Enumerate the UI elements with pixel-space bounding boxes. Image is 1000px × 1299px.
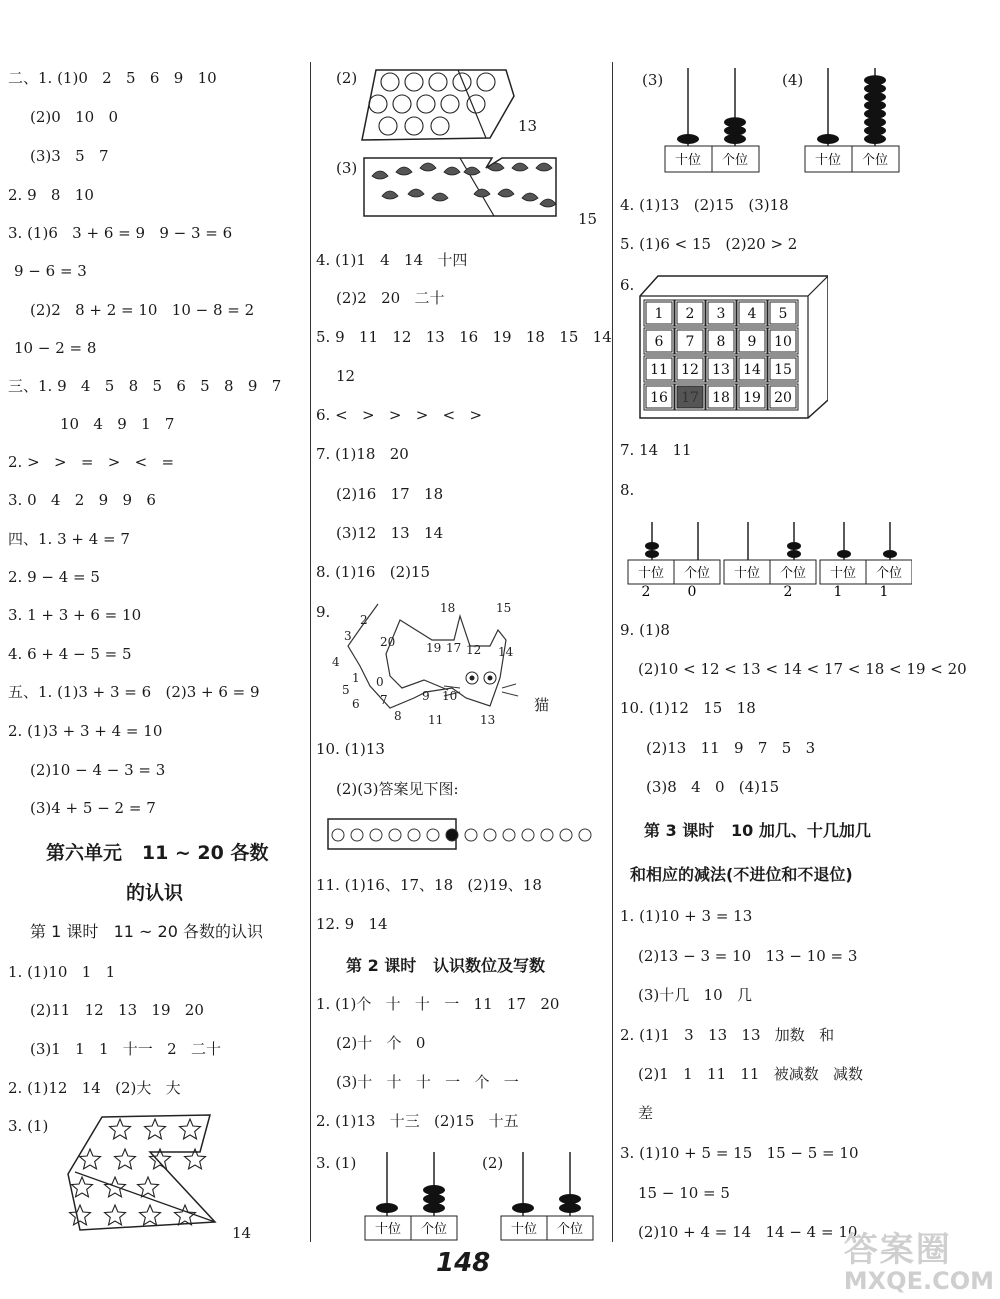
answer-line: 2. (1)3 + 3 + 4 = 10: [8, 722, 163, 740]
ones-label: 个位: [779, 566, 807, 581]
tens-label: 十位: [674, 153, 702, 168]
answer-line: 2. (1)12 14 (2)大 大: [8, 1079, 181, 1097]
grid-number: 8: [716, 334, 726, 350]
answer-line: (3)十几 10 几: [638, 986, 752, 1004]
apple-icon: [441, 95, 459, 113]
answer-line: 四、1. 3 + 4 = 7: [8, 530, 130, 548]
answer-line: 10. (1)13: [316, 740, 385, 758]
abacus-digit: 1: [879, 584, 889, 598]
answer-line: 11. (1)16、17、18 (2)19、18: [316, 876, 542, 894]
answer-line: (3)12 13 14: [336, 524, 444, 542]
bead-icon: [837, 550, 851, 558]
apple-figure: [358, 66, 518, 144]
tens-label: 十位: [510, 1222, 538, 1237]
bird-icon: [488, 163, 504, 171]
bird-count: 15: [578, 210, 598, 228]
chick-icon: [389, 829, 401, 841]
bead-icon: [724, 117, 746, 127]
bird-icon: [498, 189, 514, 197]
answer-line: 2. 9 8 10: [8, 186, 94, 204]
dot-number-label: 3: [344, 629, 352, 643]
chick-icon: [332, 829, 344, 841]
apple-icon: [381, 73, 399, 91]
answer-line: 6.: [620, 276, 635, 294]
dot-number-label: 13: [480, 713, 496, 726]
chick-icon: [408, 829, 420, 841]
bead-icon: [645, 542, 659, 550]
ones-label: 个位: [683, 566, 711, 581]
number-grid-cabinet: [638, 272, 828, 422]
chick-icon: [446, 829, 458, 841]
answer-line: 9 − 6 = 3: [14, 262, 87, 280]
grid-number: 18: [712, 390, 730, 406]
star-count: 14: [232, 1224, 252, 1242]
column-divider: [310, 62, 311, 1242]
dot-number-label: 20: [380, 635, 396, 649]
answer-line: 10. (1)12 15 18: [620, 699, 756, 717]
bead-icon: [883, 550, 897, 558]
abacus-18: [804, 66, 900, 176]
grid-number: 14: [743, 362, 761, 378]
dot-number-label: 7: [380, 693, 388, 707]
lesson-heading: 第 1 课时 11 ~ 20 各数的认识: [30, 922, 263, 941]
dot-number-label: 14: [498, 645, 514, 659]
answer-line: (2)10 + 4 = 14 14 − 4 = 10: [638, 1223, 858, 1241]
answer-line: (2)(3)答案见下图:: [336, 780, 459, 798]
star-icon: [175, 1205, 196, 1225]
apple-icon: [453, 73, 471, 91]
answer-line: 8. (1)16 (2)15: [316, 563, 431, 581]
dot-number-label: 17: [446, 641, 462, 655]
answer-line: 1. (1)个 十 十 一 11 17 20: [316, 995, 560, 1013]
star-icon: [138, 1177, 159, 1197]
abacus-digit: 0: [687, 584, 697, 598]
bead-icon: [787, 542, 801, 550]
chick-icon: [541, 829, 553, 841]
abacus-row: [622, 516, 912, 598]
apple-icon: [417, 95, 435, 113]
answer-line: 8.: [620, 481, 635, 499]
answer-line: (2)2 8 + 2 = 10 10 − 8 = 2: [30, 301, 255, 319]
star-icon: [70, 1205, 91, 1225]
ones-label: 个位: [875, 566, 903, 581]
apple-count: 13: [518, 117, 538, 135]
tens-label: 十位: [814, 153, 842, 168]
bird-figure: [360, 154, 560, 220]
ones-label: 个位: [420, 1222, 448, 1237]
star-icon: [140, 1205, 161, 1225]
apple-icon: [369, 95, 387, 113]
answer-line: (3)1 1 1 十一 2 二十: [30, 1040, 221, 1058]
question-label: (3): [642, 71, 664, 89]
star-icon: [80, 1149, 101, 1169]
bead-icon: [787, 550, 801, 558]
grid-number: 17: [681, 390, 699, 406]
answer-line: 2. (1)1 3 13 13 加数 和: [620, 1026, 835, 1044]
answer-line: (3)十 十 十 一 个 一: [336, 1073, 519, 1091]
dot-number-label: 18: [440, 601, 456, 615]
grid-number: 16: [650, 390, 668, 406]
lesson-heading: 和相应的减法(不进位和不退位): [630, 865, 853, 884]
lesson-heading: 第 2 课时 认识数位及写数: [346, 956, 545, 975]
abacus-digit: 2: [641, 584, 651, 598]
chick-icon: [427, 829, 439, 841]
grid-number: 19: [743, 390, 761, 406]
apple-icon: [431, 117, 449, 135]
answer-column-3: [620, 60, 994, 1240]
star-figure: [60, 1112, 230, 1242]
answer-column-2: [316, 60, 610, 1240]
chick-icon: [351, 829, 363, 841]
grid-number: 15: [774, 362, 792, 378]
answer-line: (3)3 5 7: [30, 147, 109, 165]
star-icon: [110, 1119, 131, 1139]
answer-line: 10 − 2 = 8: [14, 339, 97, 357]
bead-icon: [864, 75, 886, 85]
star-icon: [105, 1177, 126, 1197]
answer-line: (2)2 20 二十: [336, 289, 445, 307]
apple-icon: [477, 73, 495, 91]
question-label: (4): [782, 71, 804, 89]
answer-line: (2)13 11 9 7 5 3: [646, 739, 816, 757]
bird-icon: [444, 167, 460, 175]
answer-line: 1. (1)10 1 1: [8, 963, 116, 981]
answer-line: (2)10 − 4 − 3 = 3: [30, 761, 166, 779]
grid-number: 5: [778, 306, 788, 322]
answer-line: 12. 9 14: [316, 915, 388, 933]
dot-number-label: 6: [352, 697, 360, 711]
grid-number: 4: [747, 306, 757, 322]
bird-icon: [522, 193, 538, 201]
watermark: [844, 1222, 994, 1295]
dot-number-label: 1: [352, 671, 360, 685]
answer-line: (2)11 12 13 19 20: [30, 1001, 204, 1019]
answer-line: 4. (1)1 4 14 十四: [316, 251, 468, 269]
answer-line: 4. 6 + 4 − 5 = 5: [8, 645, 132, 663]
answer-line: 7. (1)18 20: [316, 445, 409, 463]
answer-line: 5. 9 11 12 13 16 19 18 15 14: [316, 328, 612, 346]
answer-line: 3. 1 + 3 + 6 = 10: [8, 606, 142, 624]
apple-icon: [393, 95, 411, 113]
star-icon: [145, 1119, 166, 1139]
cat-answer: 猫: [534, 696, 550, 714]
question-label: (3): [336, 159, 358, 177]
star-icon: [72, 1177, 93, 1197]
answer-line: 2. 9 − 4 = 5: [8, 568, 100, 586]
grid-number: 2: [685, 306, 695, 322]
dot-number-label: 12: [466, 643, 482, 657]
bird-icon: [540, 199, 556, 207]
answer-line: (2)0 10 0: [30, 108, 119, 126]
ones-label: 个位: [556, 1222, 584, 1237]
answer-line: 3. (1): [316, 1154, 357, 1172]
dot-number-label: 15: [496, 601, 512, 615]
answer-line: 三、1. 9 4 5 8 5 6 5 8 9 7: [8, 377, 282, 395]
answer-line: 五、1. (1)3 + 3 = 6 (2)3 + 6 = 9: [8, 683, 260, 701]
answer-column-1: [8, 60, 308, 1240]
grid-number: 1: [654, 306, 664, 322]
chick-icon: [465, 829, 477, 841]
apple-icon: [405, 73, 423, 91]
answer-line: 1. (1)10 + 3 = 13: [620, 907, 753, 925]
star-icon: [105, 1205, 126, 1225]
abacus-digit: 2: [783, 584, 793, 598]
answer-line: 2. (1)13 十三 (2)15 十五: [316, 1112, 519, 1130]
answer-line: 二、1. (1)0 2 5 6 9 10: [8, 69, 217, 87]
answer-line: (2): [482, 1154, 504, 1172]
dot-number-label: 2: [360, 613, 368, 627]
grid-number: 7: [685, 334, 695, 350]
ones-label: 个位: [861, 153, 889, 168]
bird-icon: [408, 189, 424, 197]
answer-line: (2)16 17 18: [336, 485, 444, 503]
dot-number-label: 11: [428, 713, 444, 726]
bird-icon: [372, 171, 388, 179]
answer-line: (2)10 < 12 < 13 < 14 < 17 < 18 < 19 < 20: [638, 660, 967, 678]
grid-number: 3: [716, 306, 726, 322]
answer-line: 3. (1)6 3 + 6 = 9 9 − 3 = 6: [8, 224, 233, 242]
abacus-digit: 1: [833, 584, 843, 598]
answer-line: 差: [638, 1104, 654, 1122]
chick-icon: [370, 829, 382, 841]
bird-icon: [512, 163, 528, 171]
apple-icon: [429, 73, 447, 91]
bird-icon: [420, 163, 436, 171]
answer-line: (2)1 1 11 11 被减数 减数: [638, 1065, 864, 1083]
grid-number: 20: [774, 390, 792, 406]
answer-line: 9.: [316, 603, 331, 621]
column-divider: [612, 62, 613, 1242]
tens-label: 十位: [374, 1222, 402, 1237]
chick-icon: [484, 829, 496, 841]
grid-number: 9: [747, 334, 757, 350]
abacus-13: [364, 1150, 458, 1242]
bird-icon: [432, 193, 448, 201]
bird-icon: [474, 189, 490, 197]
answer-line: 5. (1)6 < 15 (2)20 > 2: [620, 235, 798, 253]
grid-number: 12: [681, 362, 699, 378]
dot-number-label: 0: [376, 675, 384, 689]
answer-line: 9. (1)8: [620, 621, 670, 639]
apple-icon: [467, 95, 485, 113]
apple-icon: [405, 117, 423, 135]
question-label: (2): [336, 69, 358, 87]
answer-line: (2)13 − 3 = 10 13 − 10 = 3: [638, 947, 858, 965]
chick-icon: [522, 829, 534, 841]
bird-icon: [396, 167, 412, 175]
answer-line: 4. (1)13 (2)15 (3)18: [620, 196, 789, 214]
chick-row-figure: [326, 815, 606, 855]
chick-icon: [579, 829, 591, 841]
grid-number: 10: [774, 334, 792, 350]
answer-line: 3. (1): [8, 1117, 49, 1135]
dot-number-label: 10: [442, 689, 458, 703]
bead-icon: [645, 550, 659, 558]
bird-icon: [536, 163, 552, 171]
grid-number: 11: [650, 362, 668, 378]
dot-number-label: 8: [394, 709, 402, 723]
answer-line: 2. > > = > < =: [8, 453, 175, 471]
dot-number-label: 19: [426, 641, 442, 655]
grid-number: 6: [654, 334, 664, 350]
unit-heading: 的认识: [126, 882, 184, 904]
grid-number: 13: [712, 362, 730, 378]
lesson-heading: 第 3 课时 10 加几、十几加几: [644, 821, 871, 840]
abacus-15: [500, 1150, 594, 1242]
star-icon: [115, 1149, 136, 1169]
answer-line: 10 4 9 1 7: [60, 415, 175, 433]
tens-label: 十位: [637, 566, 665, 581]
answer-line: 3. (1)10 + 5 = 15 15 − 5 = 10: [620, 1144, 859, 1162]
tens-label: 十位: [829, 566, 857, 581]
watermark-logo: 答案圈: [843, 1230, 952, 1270]
dot-number-label: 9: [422, 689, 430, 703]
answer-line: (3)8 4 0 (4)15: [646, 778, 780, 796]
unit-heading: 第六单元 11 ~ 20 各数: [46, 842, 269, 864]
answer-line: 7. 14 11: [620, 441, 692, 459]
ones-label: 个位: [721, 153, 749, 168]
answer-line: 6. < > > > < >: [316, 406, 483, 424]
chick-icon: [503, 829, 515, 841]
bird-icon: [382, 191, 398, 199]
star-icon: [180, 1119, 201, 1139]
answer-line: (3)4 + 5 − 2 = 7: [30, 799, 156, 817]
apple-icon: [379, 117, 397, 135]
dot-to-dot-cat: [330, 596, 540, 726]
watermark-url: MXQE.COM: [843, 1267, 994, 1295]
answer-line: (2)十 个 0: [336, 1034, 426, 1052]
answer-line: 12: [336, 367, 356, 385]
answer-line: 15 − 10 = 5: [638, 1184, 730, 1202]
abacus-13b: [664, 66, 760, 176]
tens-label: 十位: [733, 566, 761, 581]
dot-number-label: 5: [342, 683, 350, 697]
chick-icon: [560, 829, 572, 841]
answer-line: 3. 0 4 2 9 9 6: [8, 491, 156, 509]
dot-number-label: 4: [332, 655, 340, 669]
page-number: 148: [436, 1248, 491, 1278]
